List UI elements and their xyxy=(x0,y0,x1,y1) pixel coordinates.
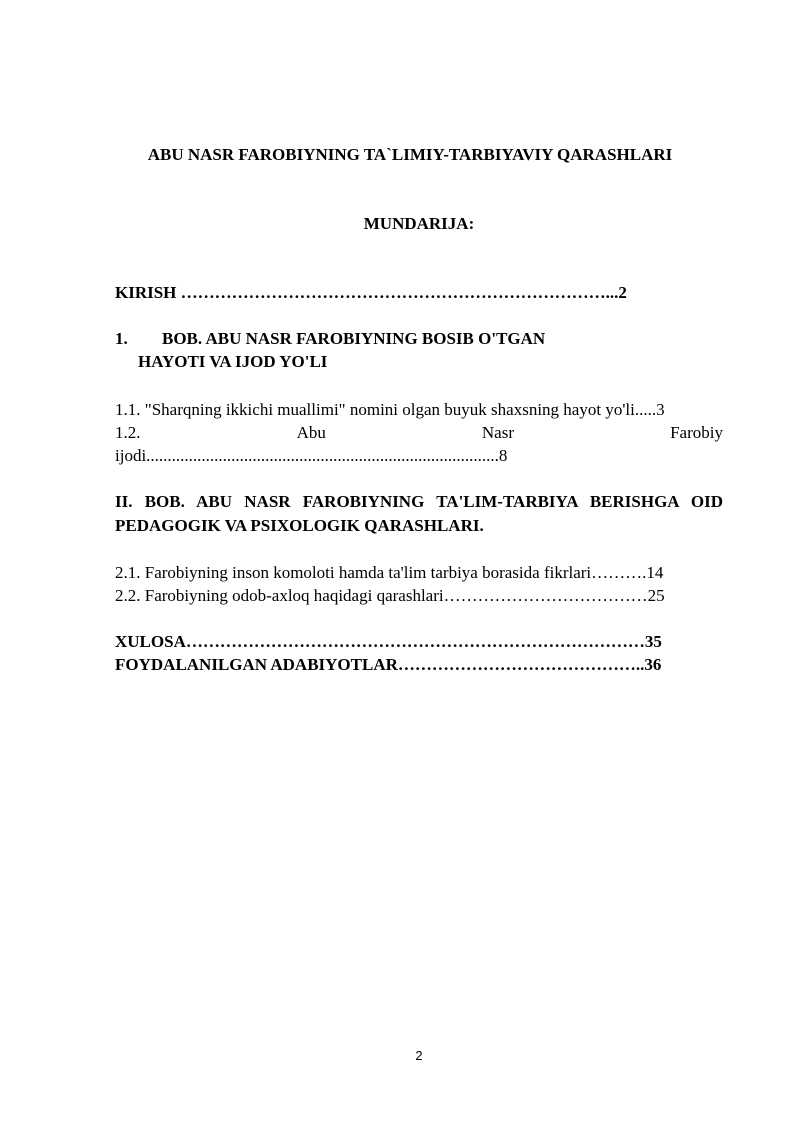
toc-entry-1-2 xyxy=(115,422,723,444)
toc-entry-1-2-word: Abu xyxy=(296,423,326,442)
toc-entry-1-2-word: Nasr xyxy=(481,423,515,442)
toc-entry-1-1: 1.1. "Sharqning ikkichi muallimi" nomini olgan buyuk shaxsning hayot yo'li.....3 xyxy=(115,400,665,419)
toc-entry-1-2-word: 1.2. xyxy=(115,423,141,442)
toc-entry-xulosa: XULOSA………………………………………………………………………35 xyxy=(115,632,662,651)
toc-entry-kirish: KIRISH …………………………………………………………………...2 xyxy=(115,283,627,302)
toc-chapter-2-title: II. BOB. ABU NASR FAROBIYNING TA'LIM-TARBIYA BERISHGA OID PEDAGOGIK VA PSIXOLOGIK QARASHLARI. xyxy=(115,492,723,535)
toc-entry-2-2: 2.2. Farobiyning odob-axloq haqidagi qarashlari………………………………25 xyxy=(115,586,665,605)
toc-entry-foydalanilgan: FOYDALANILGAN ADABIYOTLAR……………………………………..36 xyxy=(115,655,662,674)
toc-entry-1-2-word: Farobiy xyxy=(670,423,723,442)
toc-entry-2-1: 2.1. Farobiyning inson komoloti hamda ta'lim tarbiya borasida fikrlari……….14 xyxy=(115,563,664,582)
toc-entry-1-2-continuation: ijodi...................................................................................8 xyxy=(115,446,508,465)
toc-chapter-1-number: 1. xyxy=(115,329,128,348)
document-title: ABU NASR FAROBIYNING TA`LIMIY-TARBIYAVIY QARASHLARI xyxy=(147,145,673,164)
toc-chapter-1-title-line1: BOB. ABU NASR FAROBIYNING BOSIB O'TGAN xyxy=(162,329,546,348)
toc-chapter-1-title-line2: HAYOTI VA IJOD YO'LI xyxy=(138,352,328,371)
toc-heading: MUNDARIJA: xyxy=(363,214,475,233)
page-number: 2 xyxy=(415,1048,423,1063)
